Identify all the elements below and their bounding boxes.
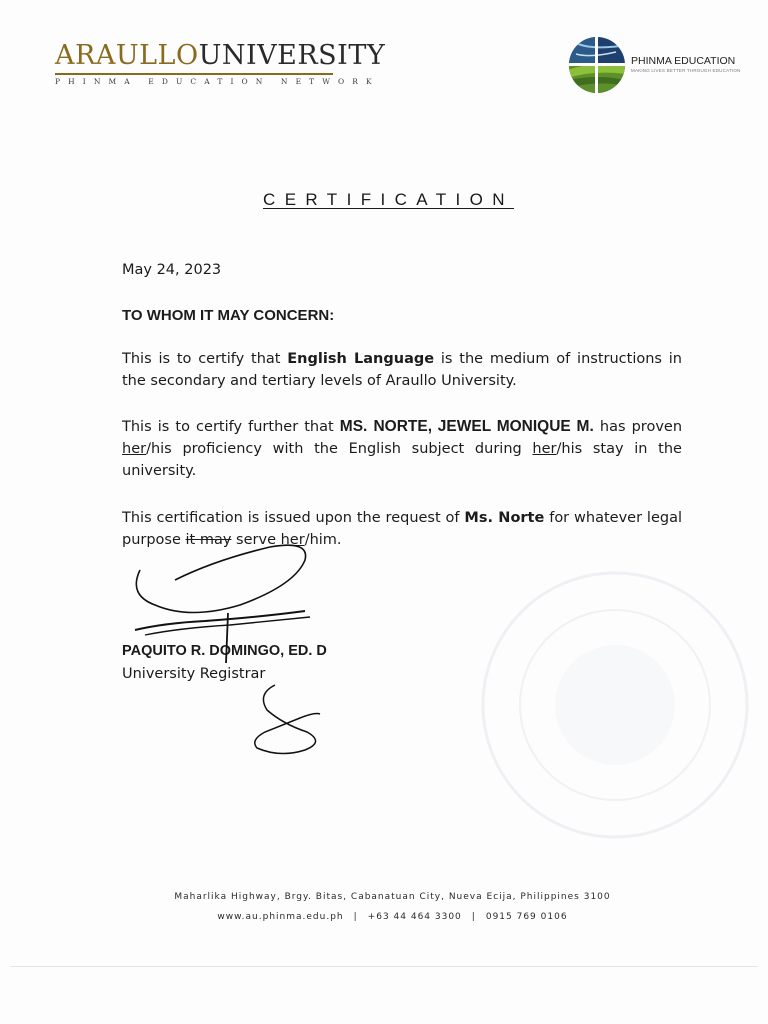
university-subtitle: PHINMA EDUCATION NETWORK — [55, 77, 380, 86]
university-name: ARAULLOUNIVERSITY — [55, 40, 386, 71]
footer-phone: +63 44 464 3300 — [367, 912, 462, 922]
salutation: TO WHOM IT MAY CONCERN: — [122, 307, 335, 324]
phinma-globe-icon — [568, 36, 626, 94]
araullo-university-logo — [55, 40, 386, 86]
footer-mobile: 0915 769 0106 — [485, 912, 568, 922]
footer-address: Maharlika Highway, Brgy. Bitas, Cabanatuan City, Nueva Ecija, Philippines 3100 — [174, 892, 611, 902]
handwritten-initial — [245, 680, 335, 760]
paragraph-purpose: This certification is issued upon the request of Ms. Norte for whatever legal purpose it may serve her/him. — [122, 510, 682, 548]
footer-website: www.au.phinma.edu.ph — [217, 912, 344, 922]
logo-rule — [55, 73, 333, 75]
paragraph-proficiency: This is to certify further that MS. NORTE, JEWEL MONIQUE M. has proven her/his proficiency with the English subject during her/his stay in the university. — [122, 418, 683, 479]
paragraph-medium-of-instruction: This is to certify that English Language is the medium of instructions in the secondary and tertiary levels of Araullo University. — [122, 351, 682, 389]
phinma-name: PHINMA EDUCATION — [631, 55, 736, 67]
faint-university-seal — [470, 560, 760, 850]
phinma-education-logo — [568, 36, 758, 96]
document-date: May 24, 2023 — [122, 262, 222, 278]
signer-name: PAQUITO R. DOMINGO, ED. D — [122, 643, 327, 659]
phinma-tagline: MAKING LIVES BETTER THROUGH EDUCATION — [631, 68, 741, 73]
document-title: CERTIFICATION — [263, 190, 514, 209]
signer-role: University Registrar — [122, 666, 266, 682]
footer-divider — [10, 966, 758, 967]
handwritten-signature — [120, 535, 320, 665]
student-name: NORTE, JEWEL MONIQUE M. — [373, 418, 594, 435]
footer-contacts: www.au.phinma.edu.ph | +63 44 464 3300 | 0915 769 0106 — [217, 912, 568, 922]
